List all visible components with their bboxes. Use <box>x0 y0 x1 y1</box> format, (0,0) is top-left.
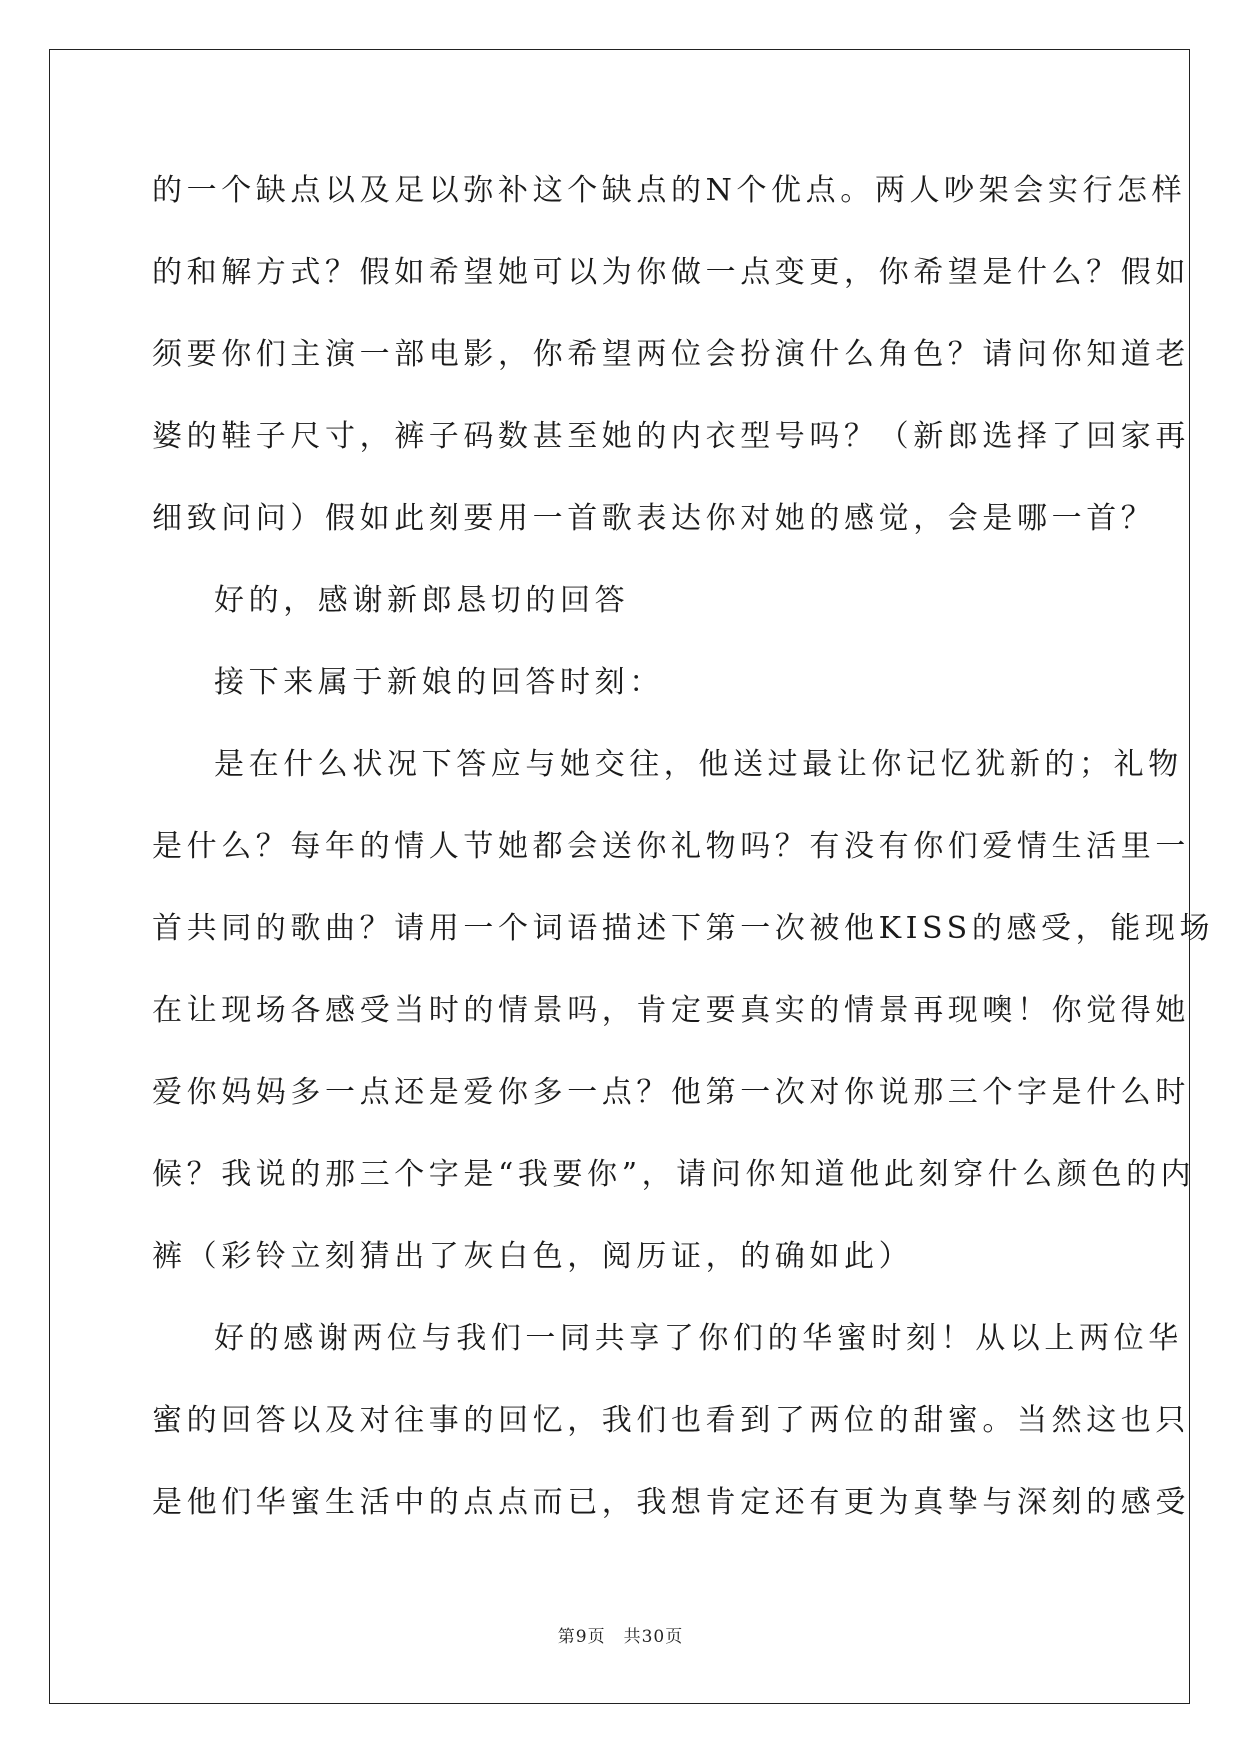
text-line: 婆的鞋子尺寸，裤子码数甚至她的内衣型号吗？（新郎选择了回家再 <box>152 419 1190 454</box>
paragraph-start-line: 好的，感谢新郎恳切的回答 <box>214 583 630 618</box>
paragraph-start-line: 是在什么状况下答应与她交往，他送过最让你记忆犹新的；礼物 <box>214 747 1183 782</box>
text-line: 的和解方式？假如希望她可以为你做一点变更，你希望是什么？假如 <box>152 255 1190 290</box>
page-number: 第9页 共30页 <box>557 1627 684 1647</box>
text-line: 的一个缺点以及足以弥补这个缺点的N个优点。两人吵架会实行怎样 <box>152 173 1187 208</box>
paragraph-start-line: 接下来属于新娘的回答时刻： <box>214 665 664 700</box>
text-line: 须要你们主演一部电影，你希望两位会扮演什么角色？请问你知道老 <box>152 337 1190 372</box>
paragraph-start-line: 好的感谢两位与我们一同共享了你们的华蜜时刻！从以上两位华 <box>214 1321 1183 1356</box>
text-line: 爱你妈妈多一点还是爱你多一点？他第一次对你说那三个字是什么时 <box>152 1075 1190 1110</box>
text-line: 首共同的歌曲？请用一个词语描述下第一次被他KISS的感受，能现场 <box>152 911 1215 946</box>
text-line: 细致问问）假如此刻要用一首歌表达你对她的感觉，会是哪一首？ <box>152 501 1156 536</box>
text-line: 蜜的回答以及对往事的回忆，我们也看到了两位的甜蜜。当然这也只 <box>152 1403 1190 1438</box>
text-line: 裤（彩铃立刻猜出了灰白色，阅历证，的确如此） <box>152 1239 914 1274</box>
text-line: 是他们华蜜生活中的点点而已，我想肯定还有更为真挚与深刻的感受 <box>152 1485 1190 1520</box>
text-line: 在让现场各感受当时的情景吗，肯定要真实的情景再现噢！你觉得她 <box>152 993 1190 1028</box>
document-body <box>152 160 1215 1554</box>
text-line: 是什么？每年的情人节她都会送你礼物吗？有没有你们爱情生活里一 <box>152 829 1190 864</box>
text-line: 候？我说的那三个字是“我要你”，请问你知道他此刻穿什么颜色的内 <box>152 1157 1196 1192</box>
